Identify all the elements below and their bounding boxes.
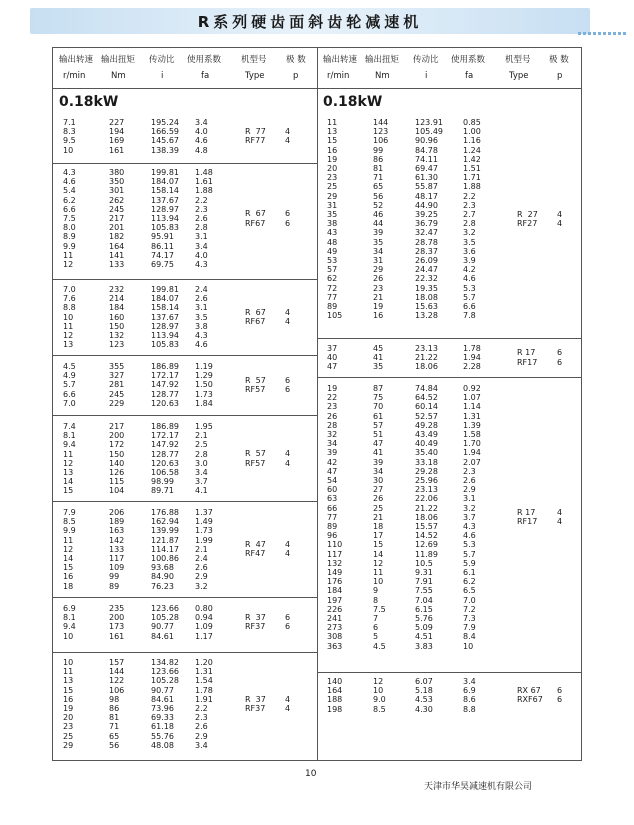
unit-torque: Nm [375, 71, 390, 81]
right-group-2-speed-values: 19 22 23 26 28 32 34 39 42 47 54 60 63 66 77 89 96 110 117 132 149 176 184 197 226 241 273 308 363 [327, 384, 343, 651]
right-group-0-factor-values: 0.85 1.00 1.16 1.24 1.42 1.51 1.71 1.88 2.2 2.3 2.7 2.8 3.2 3.5 3.6 3.9 4.2 4.6 5.3 5.7 6.6 7.8 [463, 118, 481, 321]
left-group-4-model-label: R 57 RF57 [245, 449, 266, 468]
left-group-3-ratio-values: 186.89 172.17 147.92 128.77 120.63 [151, 362, 179, 408]
power-label-left: 0.18kW [59, 94, 119, 110]
selection-table [52, 47, 582, 761]
left-group-2-model-label: R 67 RF67 [245, 307, 266, 327]
left-group-4-speed-values: 7.4 8.1 9.4 11 12 13 14 15 [63, 422, 76, 496]
left-group-7-torque-values: 157 144 122 106 98 86 81 71 65 56 [109, 658, 125, 750]
header-model: 机型号 [241, 55, 267, 65]
left-group-1-poles-label: 6 6 [285, 209, 291, 228]
left-group-6-speed-values: 6.9 8.1 9.4 10 [63, 604, 76, 641]
page-title: R系列硬齿面斜齿轮减速机 [197, 13, 423, 31]
left-group-4-factor-values: 1.95 2.1 2.5 2.8 3.0 3.4 3.7 4.1 [195, 422, 213, 496]
left-group-7-poles-label: 4 4 [285, 694, 291, 713]
left-group-2-factor-values: 2.4 2.6 3.1 3.5 3.8 4.3 4.6 [195, 285, 208, 350]
left-group-4-poles-label: 4 4 [285, 449, 291, 468]
left-group-7-ratio-values: 134.82 123.66 105.28 90.77 84.61 73.96 69.33 61.18 55.76 48.08 [151, 658, 179, 750]
left-group-0-torque-values: 227 194 169 161 [109, 118, 125, 155]
unit-model: Type [245, 71, 265, 81]
left-group-0-ratio-values: 195.24 166.59 145.67 138.39 [151, 118, 179, 155]
right-group-0-torque-values: 144 123 106 99 86 81 71 65 56 52 46 44 39 35 34 31 29 26 23 21 19 16 [373, 118, 389, 321]
right-group-1-ratio-values: 23.13 21.22 18.06 [415, 344, 438, 372]
unit-model: Type [509, 71, 529, 81]
right-group-2-ratio-values: 74.84 64.52 60.14 52.57 49.28 43.49 40.49 35.40 33.18 29.28 25.96 23.13 22.06 21.22 18.06 15.57 14.52 12.69 11.89 10.5 9.31 7.91 7.55 7.04 6.15 5.76 5.09 4.51 3.83 [415, 384, 438, 651]
right-group-1-speed-values: 37 40 47 [327, 344, 338, 372]
left-group-0-factor-values: 3.4 4.0 4.6 4.8 [195, 118, 208, 155]
right-group-0-poles-label: 4 4 [557, 209, 563, 229]
left-group-0-speed-values: 7.1 8.3 9.5 10 [63, 118, 76, 155]
left-group-2-speed-values: 7.0 7.6 8.8 10 11 12 13 [63, 285, 76, 350]
left-group-5-factor-values: 1.37 1.49 1.73 1.99 2.1 2.4 2.6 2.9 3.2 [195, 508, 213, 591]
left-group-5-poles-label: 4 4 [285, 540, 291, 559]
decorative-dots [578, 32, 628, 35]
left-group-7-model-label: R 37 RF37 [245, 694, 266, 713]
left-group-1-speed-values: 4.3 4.6 5.4 6.2 6.6 7.5 8.0 8.9 9.9 11 12 [63, 168, 76, 270]
group-separator [318, 338, 582, 339]
unit-poles: p [557, 71, 563, 81]
right-group-1-factor-values: 1.78 1.94 2.28 [463, 344, 481, 372]
header-speed: 输出转速 [59, 55, 94, 65]
left-group-2-ratio-values: 199.81 184.07 158.14 137.67 128.97 113.94 105.83 [151, 285, 179, 350]
group-separator [53, 163, 317, 164]
left-group-0-poles-label: 4 4 [285, 127, 291, 146]
left-group-3-speed-values: 4.5 4.9 5.7 6.6 7.0 [63, 362, 76, 408]
header-torque: 输出扭矩 [365, 55, 400, 65]
right-group-2-poles-label: 4 4 [557, 508, 563, 527]
right-group-3-torque-values: 12 10 9.0 8.5 [373, 677, 386, 714]
left-group-5-torque-values: 206 189 163 142 133 117 109 99 89 [109, 508, 125, 591]
left-group-3-factor-values: 1.19 1.29 1.50 1.73 1.84 [195, 362, 213, 408]
left-group-6-model-label: R 37 RF37 [245, 613, 266, 632]
left-group-1-factor-values: 1.48 1.61 1.88 2.2 2.3 2.6 2.8 3.1 3.4 4.0 4.3 [195, 168, 213, 270]
left-group-1-model-label: R 67 RF67 [245, 209, 266, 228]
group-separator [53, 355, 317, 356]
left-group-6-ratio-values: 123.66 105.28 90.77 84.61 [151, 604, 179, 641]
unit-factor: fa [201, 71, 210, 81]
left-group-6-poles-label: 6 6 [285, 613, 291, 632]
right-group-2-model-label: R 17 RF17 [517, 508, 538, 527]
unit-speed: r/min [63, 71, 86, 81]
left-group-5-ratio-values: 176.88 162.94 139.99 121.87 114.17 100.86 93.68 84.90 76.23 [151, 508, 179, 591]
right-group-0-model-label: R 27 RF27 [517, 209, 538, 229]
group-separator [53, 415, 317, 416]
left-group-6-factor-values: 0.80 0.94 1.09 1.17 [195, 604, 213, 641]
left-group-3-poles-label: 6 6 [285, 375, 291, 394]
group-separator [53, 652, 317, 653]
right-group-0-speed-values: 11 13 15 16 19 20 23 25 29 31 35 38 43 48 49 53 57 62 72 77 89 105 [327, 118, 343, 321]
header-ratio: 传动比 [413, 55, 439, 65]
left-group-7-factor-values: 1.20 1.31 1.54 1.78 1.91 2.2 2.3 2.6 2.9 3.4 [195, 658, 213, 750]
left-group-1-torque-values: 380 350 301 262 245 217 201 182 164 141 133 [109, 168, 125, 270]
power-label-right: 0.18kW [323, 94, 383, 110]
left-group-1-ratio-values: 199.81 184.07 158.14 137.67 128.97 113.94 105.83 95.91 86.11 74.17 69.75 [151, 168, 179, 270]
left-group-4-torque-values: 217 200 172 150 140 126 115 104 [109, 422, 125, 496]
left-group-3-torque-values: 355 327 281 245 229 [109, 362, 125, 408]
right-group-3-factor-values: 3.4 6.9 8.6 8.8 [463, 677, 476, 714]
right-group-1-torque-values: 45 41 35 [373, 344, 384, 372]
header-factor: 使用系数 [451, 55, 486, 65]
right-group-3-speed-values: 140 164 188 198 [327, 677, 343, 714]
left-group-0-model-label: R 77 RF77 [245, 127, 266, 146]
group-separator [53, 279, 317, 280]
header-ratio: 传动比 [149, 55, 175, 65]
header-poles: 极 数 [549, 55, 569, 65]
company-name: 天津市华昊减速机有限公司 [424, 782, 533, 792]
header-poles: 极 数 [286, 55, 306, 65]
header-factor: 使用系数 [187, 55, 222, 65]
header-rule [53, 88, 581, 89]
right-group-2-torque-values: 87 75 70 61 57 51 47 41 39 34 30 27 26 25 21 18 17 15 14 12 11 10 9 8 7.5 7 6 5 4.5 [373, 384, 386, 651]
group-separator [318, 377, 582, 378]
left-group-2-poles-label: 4 4 [285, 307, 291, 327]
right-group-1-poles-label: 6 6 [557, 348, 563, 367]
right-group-3-model-label: RX 67 RXF67 [517, 686, 543, 705]
header-torque: 输出扭矩 [101, 55, 136, 65]
page-number: 10 [305, 769, 317, 779]
right-group-3-ratio-values: 6.07 5.18 4.53 4.30 [415, 677, 433, 714]
unit-ratio: i [425, 71, 428, 81]
right-group-3-poles-label: 6 6 [557, 686, 563, 705]
left-group-3-model-label: R 57 RF57 [245, 375, 266, 394]
unit-factor: fa [465, 71, 474, 81]
unit-ratio: i [161, 71, 164, 81]
right-group-2-factor-values: 0.92 1.07 1.14 1.31 1.39 1.58 1.70 1.94 2.07 2.3 2.6 2.9 3.1 3.2 3.7 4.3 4.6 5.3 5.7 5.9 6.1 6.2 6.5 7.0 7.2 7.3 7.9 8.4 10 [463, 384, 481, 651]
right-group-1-model-label: R 17 RF17 [517, 348, 538, 367]
left-group-5-model-label: R 47 RF47 [245, 540, 266, 559]
left-group-5-speed-values: 7.9 8.5 9.9 11 12 14 15 16 18 [63, 508, 76, 591]
group-separator [53, 597, 317, 598]
group-separator [318, 672, 582, 673]
header-speed: 输出转速 [323, 55, 358, 65]
unit-torque: Nm [111, 71, 126, 81]
title-banner [30, 8, 590, 34]
header-model: 机型号 [505, 55, 531, 65]
left-group-6-torque-values: 235 200 173 161 [109, 604, 125, 641]
unit-speed: r/min [327, 71, 350, 81]
column-divider [317, 48, 318, 760]
left-group-4-ratio-values: 186.89 172.17 147.92 128.77 120.63 106.58 98.99 89.71 [151, 422, 179, 496]
group-separator [53, 501, 317, 502]
left-group-2-torque-values: 232 214 184 160 150 132 123 [109, 285, 125, 350]
right-group-0-ratio-values: 123.91 105.49 90.96 84.78 74.11 69.47 61.30 55.87 48.17 44.90 39.25 36.79 32.47 28.78 28.37 26.09 24.47 22.32 19.35 18.08 15.63 13.28 [415, 118, 443, 321]
unit-poles: p [293, 71, 299, 81]
left-group-7-speed-values: 10 11 13 15 16 19 20 23 25 29 [63, 658, 74, 750]
